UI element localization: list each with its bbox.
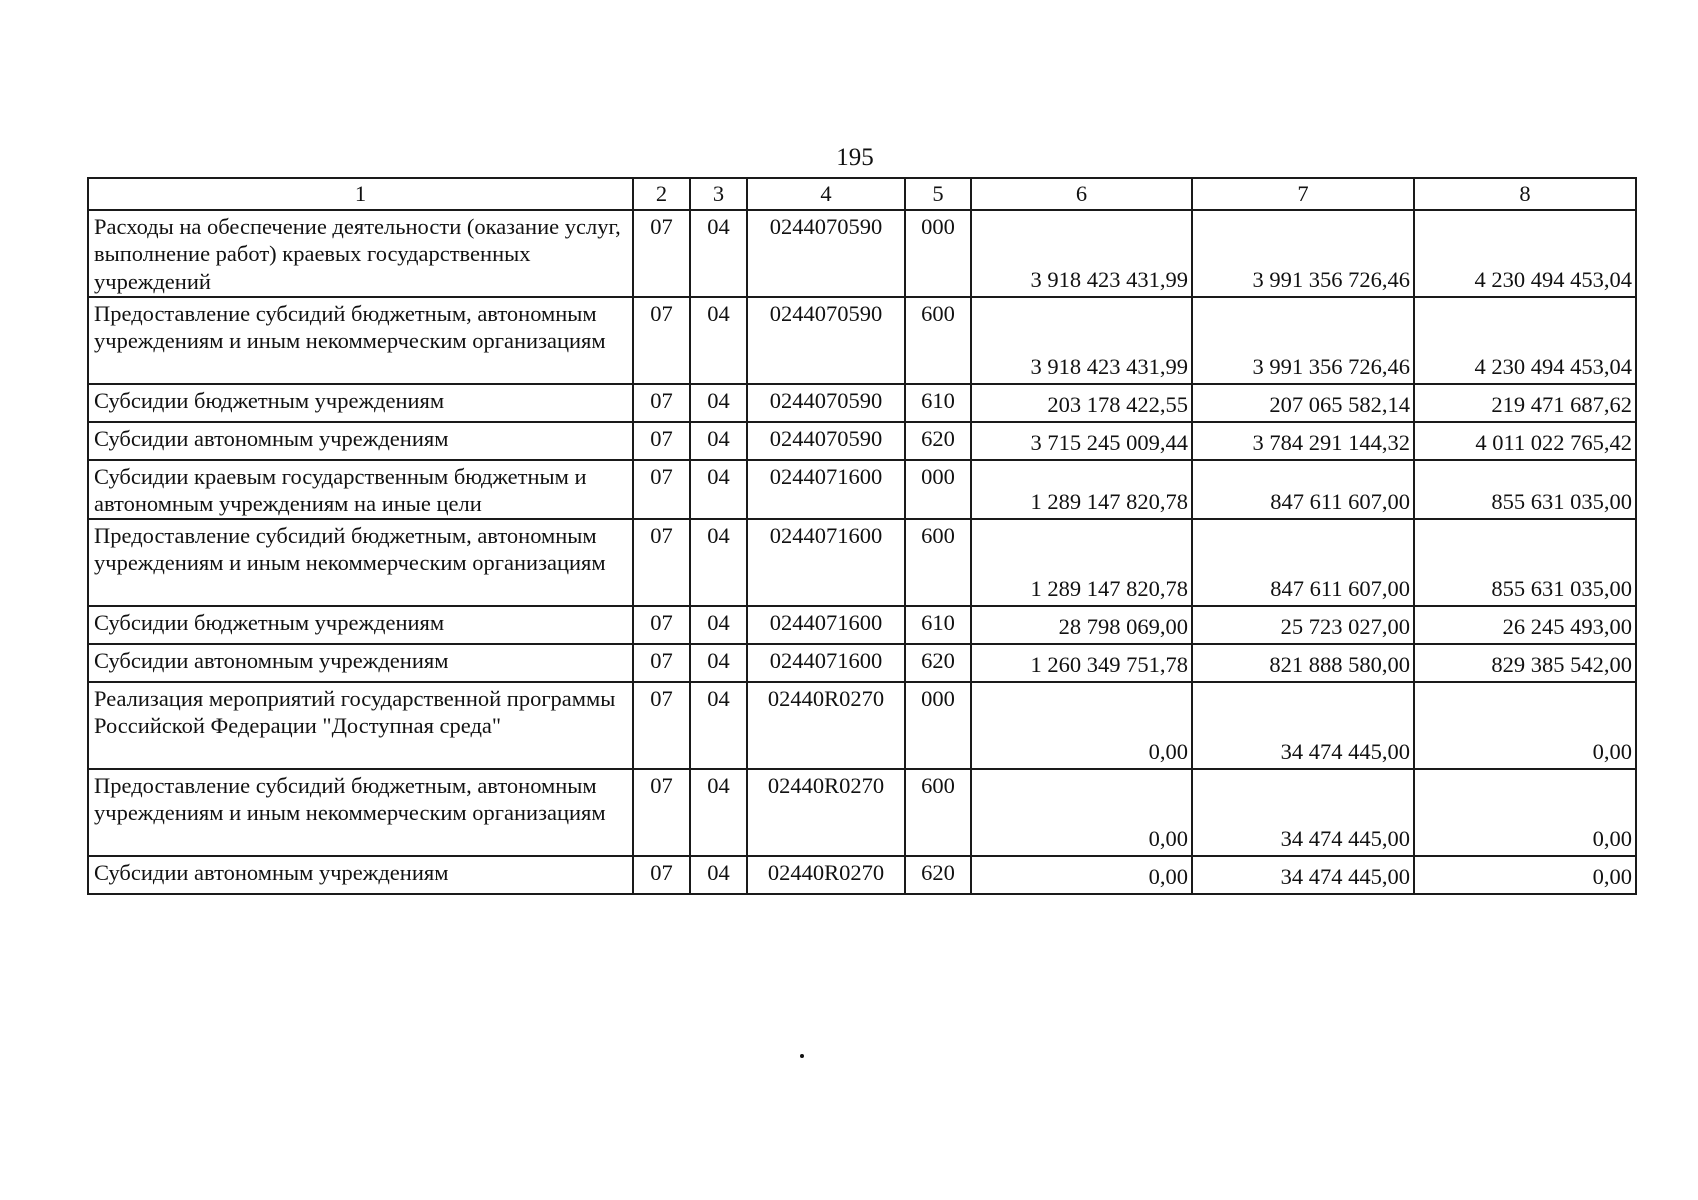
target-article-code: 0244071600 [747,606,905,644]
table-row [88,422,1636,460]
page-number: 195 [836,144,874,171]
table-row [88,460,1636,519]
section-code: 07 [633,856,690,894]
amount-col-6: 28 798 069,00 [971,606,1192,644]
subsection-code: 04 [690,856,747,894]
amount-col-8: 0,00 [1414,856,1636,894]
expense-type-code: 610 [905,606,971,644]
amount-col-7: 847 611 607,00 [1192,519,1414,606]
target-article-code: 0244070590 [747,210,905,297]
table-row [88,210,1636,297]
subsection-code: 04 [690,460,747,519]
column-header-4: 4 [747,178,905,210]
section-code: 07 [633,384,690,422]
amount-col-8: 829 385 542,00 [1414,644,1636,682]
amount-col-8: 0,00 [1414,769,1636,856]
amount-col-7: 25 723 027,00 [1192,606,1414,644]
subsection-code: 04 [690,644,747,682]
amount-col-6: 3 918 423 431,99 [971,210,1192,297]
target-article-code: 02440R0270 [747,682,905,769]
section-code: 07 [633,769,690,856]
table-row [88,644,1636,682]
amount-col-8: 4 011 022 765,42 [1414,422,1636,460]
table-row [88,297,1636,384]
row-name: Субсидии автономным учреждениям [88,644,633,682]
target-article-code: 02440R0270 [747,769,905,856]
expense-type-code: 610 [905,384,971,422]
amount-col-8: 26 245 493,00 [1414,606,1636,644]
expense-type-code: 620 [905,422,971,460]
amount-col-7: 847 611 607,00 [1192,460,1414,519]
row-name: Расходы на обеспечение деятельности (оказание услуг, выполнение работ) краевых государственных учреждений [88,210,633,297]
amount-col-8: 4 230 494 453,04 [1414,210,1636,297]
amount-col-6: 0,00 [971,769,1192,856]
section-code: 07 [633,422,690,460]
amount-col-7: 3 991 356 726,46 [1192,297,1414,384]
amount-col-6: 0,00 [971,856,1192,894]
row-name: Субсидии бюджетным учреждениям [88,606,633,644]
subsection-code: 04 [690,769,747,856]
row-name: Реализация мероприятий государственной программы Российской Федерации "Доступная среда" [88,682,633,769]
amount-col-6: 3 918 423 431,99 [971,297,1192,384]
section-code: 07 [633,519,690,606]
section-code: 07 [633,606,690,644]
row-name: Предоставление субсидий бюджетным, автономным учреждениям и иным некоммерческим организациям [88,769,633,856]
amount-col-8: 0,00 [1414,682,1636,769]
row-name: Субсидии автономным учреждениям [88,856,633,894]
expense-type-code: 620 [905,856,971,894]
section-code: 07 [633,460,690,519]
budget-table [87,177,1637,895]
column-header-3: 3 [690,178,747,210]
column-header-8: 8 [1414,178,1636,210]
target-article-code: 0244070590 [747,384,905,422]
subsection-code: 04 [690,682,747,769]
table-row [88,384,1636,422]
amount-col-8: 855 631 035,00 [1414,519,1636,606]
amount-col-7: 3 784 291 144,32 [1192,422,1414,460]
target-article-code: 02440R0270 [747,856,905,894]
expense-type-code: 000 [905,460,971,519]
amount-col-7: 207 065 582,14 [1192,384,1414,422]
amount-col-6: 0,00 [971,682,1192,769]
section-code: 07 [633,297,690,384]
amount-col-8: 855 631 035,00 [1414,460,1636,519]
amount-col-6: 1 289 147 820,78 [971,460,1192,519]
target-article-code: 0244071600 [747,644,905,682]
table-row [88,856,1636,894]
amount-col-6: 1 289 147 820,78 [971,519,1192,606]
amount-col-7: 821 888 580,00 [1192,644,1414,682]
expense-type-code: 000 [905,682,971,769]
subsection-code: 04 [690,210,747,297]
subsection-code: 04 [690,519,747,606]
section-code: 07 [633,682,690,769]
subsection-code: 04 [690,606,747,644]
amount-col-7: 34 474 445,00 [1192,682,1414,769]
subsection-code: 04 [690,422,747,460]
column-header-6: 6 [971,178,1192,210]
subsection-code: 04 [690,297,747,384]
table-row [88,519,1636,606]
row-name: Субсидии краевым государственным бюджетным и автономным учреждениям на иные цели [88,460,633,519]
expense-type-code: 600 [905,519,971,606]
section-code: 07 [633,210,690,297]
table-row [88,682,1636,769]
header-row [88,178,1636,210]
column-header-5: 5 [905,178,971,210]
expense-type-code: 000 [905,210,971,297]
expense-type-code: 600 [905,297,971,384]
table-header [88,178,1636,210]
expense-type-code: 620 [905,644,971,682]
amount-col-7: 3 991 356 726,46 [1192,210,1414,297]
table-body [88,210,1636,894]
row-name: Предоставление субсидий бюджетным, автономным учреждениям и иным некоммерческим организациям [88,519,633,606]
column-header-7: 7 [1192,178,1414,210]
amount-col-7: 34 474 445,00 [1192,856,1414,894]
table-row [88,606,1636,644]
amount-col-8: 219 471 687,62 [1414,384,1636,422]
column-header-1: 1 [88,178,633,210]
section-code: 07 [633,644,690,682]
subsection-code: 04 [690,384,747,422]
amount-col-7: 34 474 445,00 [1192,769,1414,856]
target-article-code: 0244070590 [747,422,905,460]
amount-col-6: 3 715 245 009,44 [971,422,1192,460]
amount-col-6: 1 260 349 751,78 [971,644,1192,682]
target-article-code: 0244071600 [747,460,905,519]
amount-col-6: 203 178 422,55 [971,384,1192,422]
row-name: Предоставление субсидий бюджетным, автономным учреждениям и иным некоммерческим организациям [88,297,633,384]
row-name: Субсидии автономным учреждениям [88,422,633,460]
table-row [88,769,1636,856]
target-article-code: 0244071600 [747,519,905,606]
stray-dot [800,1054,804,1058]
column-header-2: 2 [633,178,690,210]
expense-type-code: 600 [905,769,971,856]
target-article-code: 0244070590 [747,297,905,384]
row-name: Субсидии бюджетным учреждениям [88,384,633,422]
amount-col-8: 4 230 494 453,04 [1414,297,1636,384]
